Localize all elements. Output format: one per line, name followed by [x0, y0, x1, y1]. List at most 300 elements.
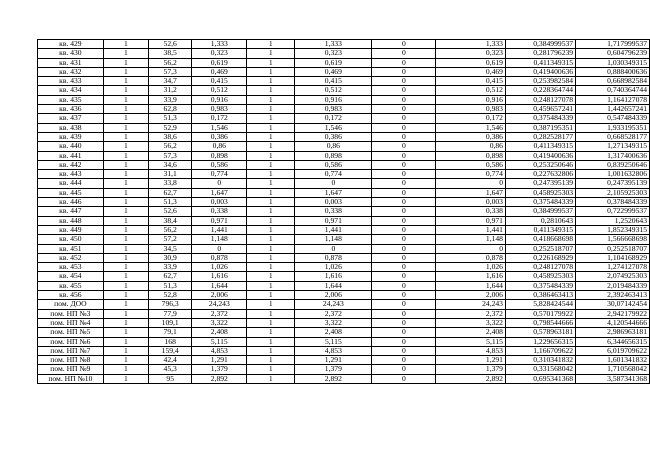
total-cell: 2,986963181	[576, 328, 650, 337]
total-cell: 1,601341832	[576, 356, 650, 365]
total-cell: 0,668982584	[576, 77, 650, 86]
total-cell: 1,2520643	[576, 216, 650, 225]
value-d-cell: 0,248127078	[505, 263, 575, 272]
zero-cell: 0	[372, 95, 436, 104]
total-cell: 1,164127078	[576, 95, 650, 104]
factor-cell: 1	[247, 49, 295, 58]
table-row	[38, 216, 650, 225]
zero-cell: 0	[372, 105, 436, 114]
count-cell: 1	[103, 151, 148, 160]
value-c-cell: 0,971	[436, 216, 506, 225]
table-row	[38, 151, 650, 160]
room-label: кв. 443	[38, 170, 104, 179]
value-a-cell: 0,916	[192, 95, 247, 104]
zero-cell: 0	[372, 123, 436, 132]
value-b-cell: 1,441	[295, 225, 372, 234]
factor-cell: 1	[247, 67, 295, 76]
value-a-cell: 1,647	[192, 188, 247, 197]
room-label: кв. 444	[38, 179, 104, 188]
total-cell: 0,888400636	[576, 67, 650, 76]
zero-cell: 0	[372, 86, 436, 95]
value-c-cell: 1,546	[436, 123, 506, 132]
room-label: кв. 455	[38, 281, 104, 290]
zero-cell: 0	[372, 346, 436, 355]
factor-cell: 1	[247, 216, 295, 225]
zero-cell: 0	[372, 151, 436, 160]
room-label: кв. 445	[38, 188, 104, 197]
factor-cell: 1	[247, 365, 295, 374]
value-b-cell: 0,86	[295, 142, 372, 151]
total-cell: 3,587341368	[576, 374, 650, 383]
room-label: кв. 452	[38, 253, 104, 262]
zero-cell: 0	[372, 328, 436, 337]
value-c-cell: 2,408	[436, 328, 506, 337]
value-b-cell: 0,386	[295, 132, 372, 141]
value-b-cell: 0,323	[295, 49, 372, 58]
value-b-cell: 2,408	[295, 328, 372, 337]
value-d-cell: 0,387195351	[505, 123, 575, 132]
value-d-cell: 0,458925303	[505, 188, 575, 197]
area-cell: 109,1	[149, 318, 192, 327]
count-cell: 1	[103, 123, 148, 132]
value-a-cell: 0,971	[192, 216, 247, 225]
room-label: пом. НП №4	[38, 318, 104, 327]
value-d-cell: 0,570179922	[505, 309, 575, 318]
value-b-cell: 1,026	[295, 263, 372, 272]
value-a-cell: 2,006	[192, 291, 247, 300]
value-a-cell: 1,616	[192, 272, 247, 281]
value-d-cell: 0,418668698	[505, 235, 575, 244]
area-cell: 57,2	[149, 235, 192, 244]
table-row	[38, 170, 650, 179]
factor-cell: 1	[247, 151, 295, 160]
count-cell: 1	[103, 67, 148, 76]
total-cell: 4,120544666	[576, 318, 650, 327]
factor-cell: 1	[247, 309, 295, 318]
value-d-cell: 0,386463413	[505, 291, 575, 300]
area-cell: 33,8	[149, 179, 192, 188]
value-d-cell: 0,2810643	[505, 216, 575, 225]
value-a-cell: 1,644	[192, 281, 247, 290]
value-d-cell: 0,375484339	[505, 114, 575, 123]
factor-cell: 1	[247, 198, 295, 207]
value-c-cell: 1,333	[436, 40, 506, 49]
table-row	[38, 374, 650, 383]
count-cell: 1	[103, 132, 148, 141]
table-row	[38, 142, 650, 151]
value-b-cell: 0,512	[295, 86, 372, 95]
factor-cell: 1	[247, 374, 295, 383]
table-row	[38, 114, 650, 123]
total-cell: 1,001632806	[576, 170, 650, 179]
area-cell: 52,6	[149, 207, 192, 216]
table-row	[38, 328, 650, 337]
value-a-cell: 3,322	[192, 318, 247, 327]
area-cell: 56,2	[149, 58, 192, 67]
zero-cell: 0	[372, 179, 436, 188]
value-a-cell: 2,408	[192, 328, 247, 337]
room-label: пом. НП №10	[38, 374, 104, 383]
area-cell: 796,3	[149, 300, 192, 309]
table-row	[38, 207, 650, 216]
apartment-data-table	[37, 39, 650, 384]
value-b-cell: 0,898	[295, 151, 372, 160]
zero-cell: 0	[372, 114, 436, 123]
value-a-cell: 0,774	[192, 170, 247, 179]
value-c-cell: 0,003	[436, 198, 506, 207]
area-cell: 159,4	[149, 346, 192, 355]
value-a-cell: 0,386	[192, 132, 247, 141]
value-b-cell: 1,546	[295, 123, 372, 132]
value-d-cell: 0,375484339	[505, 281, 575, 290]
value-d-cell: 0,411349315	[505, 225, 575, 234]
factor-cell: 1	[247, 160, 295, 169]
count-cell: 1	[103, 291, 148, 300]
value-b-cell: 0,003	[295, 198, 372, 207]
zero-cell: 0	[372, 142, 436, 151]
value-d-cell: 1,229656315	[505, 337, 575, 346]
room-label: кв. 437	[38, 114, 104, 123]
zero-cell: 0	[372, 318, 436, 327]
table-row	[38, 188, 650, 197]
room-label: пом. НП №8	[38, 356, 104, 365]
total-cell: 1,442657241	[576, 105, 650, 114]
total-cell: 2,074925303	[576, 272, 650, 281]
count-cell: 1	[103, 235, 148, 244]
value-c-cell: 24,243	[436, 300, 506, 309]
zero-cell: 0	[372, 170, 436, 179]
area-cell: 38,4	[149, 216, 192, 225]
value-c-cell: 3,322	[436, 318, 506, 327]
area-cell: 51,3	[149, 114, 192, 123]
total-cell: 2,942179922	[576, 309, 650, 318]
value-d-cell: 1,166709622	[505, 346, 575, 355]
count-cell: 1	[103, 114, 148, 123]
room-label: кв. 431	[38, 58, 104, 67]
table-row	[38, 281, 650, 290]
value-a-cell: 0,86	[192, 142, 247, 151]
area-cell: 52,9	[149, 123, 192, 132]
value-a-cell: 0,323	[192, 49, 247, 58]
room-label: кв. 454	[38, 272, 104, 281]
total-cell: 2,019484339	[576, 281, 650, 290]
total-cell: 0,604796239	[576, 49, 650, 58]
count-cell: 1	[103, 160, 148, 169]
value-d-cell: 0,384999537	[505, 40, 575, 49]
value-a-cell: 2,892	[192, 374, 247, 383]
count-cell: 1	[103, 95, 148, 104]
area-cell: 38,6	[149, 132, 192, 141]
factor-cell: 1	[247, 77, 295, 86]
value-b-cell: 2,372	[295, 309, 372, 318]
value-c-cell: 0	[436, 179, 506, 188]
factor-cell: 1	[247, 114, 295, 123]
value-a-cell: 0,983	[192, 105, 247, 114]
factor-cell: 1	[247, 207, 295, 216]
room-label: кв. 438	[38, 123, 104, 132]
value-b-cell: 5,115	[295, 337, 372, 346]
table-row	[38, 77, 650, 86]
value-a-cell: 1,333	[192, 40, 247, 49]
total-cell: 0,247395139	[576, 179, 650, 188]
count-cell: 1	[103, 244, 148, 253]
factor-cell: 1	[247, 58, 295, 67]
total-cell: 1,104168929	[576, 253, 650, 262]
value-c-cell: 0,512	[436, 86, 506, 95]
count-cell: 1	[103, 272, 148, 281]
factor-cell: 1	[247, 337, 295, 346]
value-b-cell: 2,006	[295, 291, 372, 300]
value-b-cell: 0,469	[295, 67, 372, 76]
value-c-cell: 0,586	[436, 160, 506, 169]
count-cell: 1	[103, 179, 148, 188]
room-label: кв. 429	[38, 40, 104, 49]
total-cell: 1,030349315	[576, 58, 650, 67]
total-cell: 1,566668698	[576, 235, 650, 244]
value-a-cell: 1,441	[192, 225, 247, 234]
room-label: пом. НП №6	[38, 337, 104, 346]
room-label: кв. 440	[38, 142, 104, 151]
count-cell: 1	[103, 207, 148, 216]
factor-cell: 1	[247, 225, 295, 234]
value-a-cell: 0	[192, 179, 247, 188]
factor-cell: 1	[247, 179, 295, 188]
value-b-cell: 0,916	[295, 95, 372, 104]
value-c-cell: 1,441	[436, 225, 506, 234]
zero-cell: 0	[372, 356, 436, 365]
count-cell: 1	[103, 58, 148, 67]
factor-cell: 1	[247, 281, 295, 290]
zero-cell: 0	[372, 309, 436, 318]
value-b-cell: 0	[295, 179, 372, 188]
area-cell: 57,3	[149, 67, 192, 76]
zero-cell: 0	[372, 207, 436, 216]
area-cell: 56,2	[149, 225, 192, 234]
value-b-cell: 3,322	[295, 318, 372, 327]
total-cell: 6,019709622	[576, 346, 650, 355]
area-cell: 34,7	[149, 77, 192, 86]
table-row	[38, 309, 650, 318]
value-d-cell: 0,228364744	[505, 86, 575, 95]
value-b-cell: 1,644	[295, 281, 372, 290]
value-c-cell: 1,616	[436, 272, 506, 281]
value-d-cell: 0,798544666	[505, 318, 575, 327]
value-d-cell: 5,828424544	[505, 300, 575, 309]
zero-cell: 0	[372, 132, 436, 141]
value-b-cell: 0,971	[295, 216, 372, 225]
value-d-cell: 0,281796239	[505, 49, 575, 58]
value-c-cell: 0,774	[436, 170, 506, 179]
table-row	[38, 123, 650, 132]
table-row	[38, 132, 650, 141]
table-row	[38, 58, 650, 67]
zero-cell: 0	[372, 291, 436, 300]
value-b-cell: 2,892	[295, 374, 372, 383]
room-label: пом. НП №5	[38, 328, 104, 337]
factor-cell: 1	[247, 244, 295, 253]
value-b-cell: 0	[295, 244, 372, 253]
count-cell: 1	[103, 49, 148, 58]
total-cell: 2,392463413	[576, 291, 650, 300]
table-row	[38, 263, 650, 272]
value-c-cell: 1,644	[436, 281, 506, 290]
zero-cell: 0	[372, 374, 436, 383]
value-d-cell: 0,227632806	[505, 170, 575, 179]
factor-cell: 1	[247, 346, 295, 355]
room-label: кв. 439	[38, 132, 104, 141]
value-d-cell: 0,458925303	[505, 272, 575, 281]
count-cell: 1	[103, 105, 148, 114]
room-label: кв. 446	[38, 198, 104, 207]
factor-cell: 1	[247, 40, 295, 49]
area-cell: 30,9	[149, 253, 192, 262]
total-cell: 1,933195351	[576, 123, 650, 132]
value-c-cell: 4,853	[436, 346, 506, 355]
zero-cell: 0	[372, 253, 436, 262]
value-b-cell: 0,774	[295, 170, 372, 179]
area-cell: 62,7	[149, 272, 192, 281]
value-b-cell: 0,586	[295, 160, 372, 169]
room-label: пом. ДОО	[38, 300, 104, 309]
table-row	[38, 337, 650, 346]
count-cell: 1	[103, 86, 148, 95]
room-label: кв. 447	[38, 207, 104, 216]
room-label: кв. 449	[38, 225, 104, 234]
room-label: кв. 430	[38, 49, 104, 58]
total-cell: 1,271349315	[576, 142, 650, 151]
value-d-cell: 0,695341368	[505, 374, 575, 383]
factor-cell: 1	[247, 95, 295, 104]
value-b-cell: 24,243	[295, 300, 372, 309]
value-d-cell: 0,419400636	[505, 67, 575, 76]
value-d-cell: 0,252518707	[505, 244, 575, 253]
zero-cell: 0	[372, 216, 436, 225]
zero-cell: 0	[372, 300, 436, 309]
room-label: кв. 453	[38, 263, 104, 272]
area-cell: 34,6	[149, 160, 192, 169]
table-row	[38, 225, 650, 234]
table-row	[38, 105, 650, 114]
count-cell: 1	[103, 77, 148, 86]
factor-cell: 1	[247, 263, 295, 272]
value-a-cell: 0,619	[192, 58, 247, 67]
room-label: кв. 451	[38, 244, 104, 253]
room-label: кв. 434	[38, 86, 104, 95]
zero-cell: 0	[372, 337, 436, 346]
value-c-cell: 5,115	[436, 337, 506, 346]
value-c-cell: 2,006	[436, 291, 506, 300]
value-a-cell: 0,898	[192, 151, 247, 160]
value-a-cell: 1,026	[192, 263, 247, 272]
value-a-cell: 0,469	[192, 67, 247, 76]
value-d-cell: 0,578963181	[505, 328, 575, 337]
area-cell: 168	[149, 337, 192, 346]
factor-cell: 1	[247, 188, 295, 197]
value-b-cell: 0,619	[295, 58, 372, 67]
room-label: кв. 450	[38, 235, 104, 244]
total-cell: 0,252518707	[576, 244, 650, 253]
table-row	[38, 346, 650, 355]
value-c-cell: 0,323	[436, 49, 506, 58]
table-row	[38, 179, 650, 188]
factor-cell: 1	[247, 105, 295, 114]
total-cell: 0,378484339	[576, 198, 650, 207]
area-cell: 95	[149, 374, 192, 383]
table-row	[38, 300, 650, 309]
value-d-cell: 0,419400636	[505, 151, 575, 160]
factor-cell: 1	[247, 142, 295, 151]
value-a-cell: 0,338	[192, 207, 247, 216]
zero-cell: 0	[372, 272, 436, 281]
room-label: кв. 441	[38, 151, 104, 160]
value-a-cell: 1,546	[192, 123, 247, 132]
value-a-cell: 0,003	[192, 198, 247, 207]
value-c-cell: 0,619	[436, 58, 506, 67]
table-row	[38, 272, 650, 281]
value-d-cell: 0,310341832	[505, 356, 575, 365]
value-b-cell: 0,338	[295, 207, 372, 216]
value-d-cell: 0,282528177	[505, 132, 575, 141]
zero-cell: 0	[372, 67, 436, 76]
factor-cell: 1	[247, 253, 295, 262]
value-c-cell: 0,983	[436, 105, 506, 114]
count-cell: 1	[103, 356, 148, 365]
value-a-cell: 5,115	[192, 337, 247, 346]
value-b-cell: 1,647	[295, 188, 372, 197]
value-b-cell: 1,616	[295, 272, 372, 281]
table-row	[38, 253, 650, 262]
value-a-cell: 0,415	[192, 77, 247, 86]
table-row	[38, 244, 650, 253]
total-cell: 1,317400636	[576, 151, 650, 160]
value-c-cell: 0,386	[436, 132, 506, 141]
count-cell: 1	[103, 346, 148, 355]
total-cell: 1,710568042	[576, 365, 650, 374]
zero-cell: 0	[372, 281, 436, 290]
total-cell: 0,722999537	[576, 207, 650, 216]
factor-cell: 1	[247, 235, 295, 244]
total-cell: 0,839250646	[576, 160, 650, 169]
value-a-cell: 1,291	[192, 356, 247, 365]
area-cell: 62,8	[149, 105, 192, 114]
factor-cell: 1	[247, 86, 295, 95]
value-a-cell: 24,243	[192, 300, 247, 309]
value-b-cell: 0,172	[295, 114, 372, 123]
room-label: пом. НП №9	[38, 365, 104, 374]
count-cell: 1	[103, 374, 148, 383]
area-cell: 31,2	[149, 86, 192, 95]
count-cell: 1	[103, 318, 148, 327]
count-cell: 1	[103, 337, 148, 346]
factor-cell: 1	[247, 318, 295, 327]
value-a-cell: 1,379	[192, 365, 247, 374]
value-a-cell: 2,372	[192, 309, 247, 318]
table-row	[38, 318, 650, 327]
room-label: кв. 442	[38, 160, 104, 169]
value-b-cell: 0,983	[295, 105, 372, 114]
table-row	[38, 40, 650, 49]
value-a-cell: 0,512	[192, 86, 247, 95]
count-cell: 1	[103, 309, 148, 318]
value-b-cell: 1,379	[295, 365, 372, 374]
room-label: кв. 448	[38, 216, 104, 225]
value-a-cell: 0,586	[192, 160, 247, 169]
count-cell: 1	[103, 170, 148, 179]
area-cell: 62,7	[149, 188, 192, 197]
total-cell: 1,852349315	[576, 225, 650, 234]
value-c-cell: 1,148	[436, 235, 506, 244]
table-row	[38, 291, 650, 300]
